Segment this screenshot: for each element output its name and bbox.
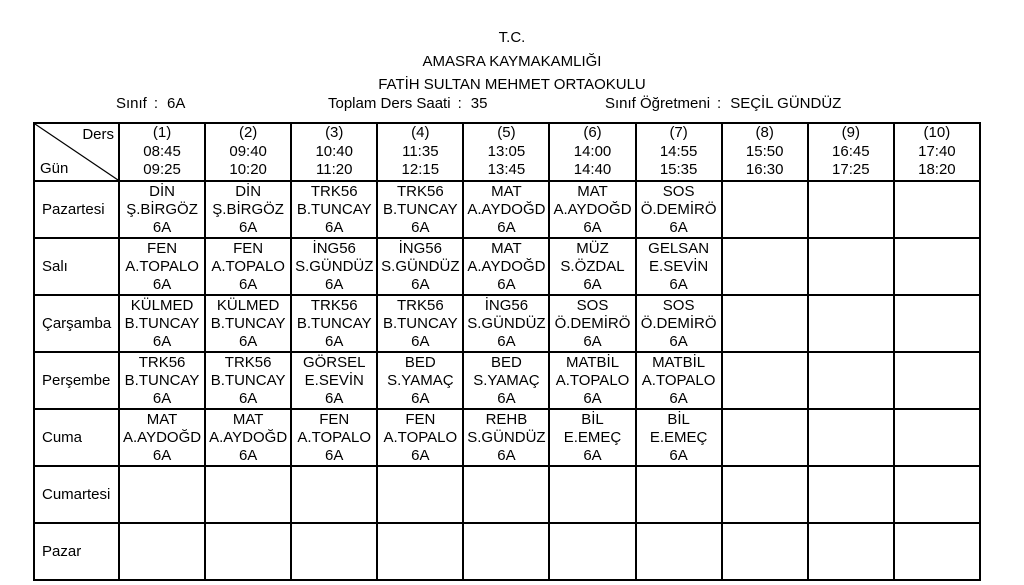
lesson-cell: [291, 238, 377, 295]
period-number: (7): [669, 124, 688, 142]
empty-lesson-cell: [722, 238, 808, 295]
period-header-row: [34, 123, 980, 181]
empty-lesson-cell: [808, 466, 894, 523]
lesson-class: 6A: [497, 389, 516, 407]
empty-lesson-cell: [894, 466, 980, 523]
empty-lesson-cell: [894, 181, 980, 238]
empty-lesson-cell: [549, 523, 635, 580]
period-number: (2): [238, 124, 258, 142]
lesson-subject: DİN: [149, 182, 175, 200]
lesson-teacher: B.TUNCAY: [210, 371, 286, 389]
lesson-teacher: B.TUNCAY: [382, 314, 458, 332]
lesson-cell: [463, 181, 549, 238]
lesson-teacher: B.TUNCAY: [382, 200, 458, 218]
empty-lesson-cell: [463, 466, 549, 523]
lesson-teacher: Ö.DEMİRÖ: [640, 200, 717, 218]
lesson-cell: [119, 181, 205, 238]
class-info: [116, 95, 185, 112]
day-row: [34, 466, 980, 523]
lesson-class: 6A: [238, 218, 258, 236]
lesson-class: 6A: [669, 218, 688, 236]
lesson-cell: [463, 295, 549, 352]
lesson-subject: FEN: [233, 239, 264, 257]
lesson-subject: GÖRSEL: [302, 353, 366, 371]
lesson-class: 6A: [411, 218, 430, 236]
day-label: Cuma: [34, 409, 119, 466]
lesson-subject: MAT: [577, 182, 608, 200]
empty-lesson-cell: [636, 466, 722, 523]
lesson-class: 6A: [497, 275, 516, 293]
lesson-teacher: B.TUNCAY: [124, 314, 200, 332]
corner-gun-label: Gün: [40, 160, 69, 177]
empty-lesson-cell: [463, 523, 549, 580]
lesson-teacher: S.YAMAÇ: [473, 371, 540, 389]
empty-lesson-cell: [377, 523, 463, 580]
lesson-teacher: Ö.DEMİRÖ: [554, 314, 631, 332]
lesson-class: 6A: [325, 446, 344, 464]
day-label: Pazar: [34, 523, 119, 580]
lesson-cell: [377, 238, 463, 295]
lesson-teacher: S.GÜNDÜZ: [381, 257, 460, 275]
lesson-subject: BİL: [581, 410, 604, 428]
lesson-class: 6A: [669, 332, 688, 350]
lesson-cell: [291, 295, 377, 352]
title-school: FATİH SULTAN MEHMET ORTAOKULU: [378, 76, 646, 93]
class-label: Sınıf: [116, 95, 147, 112]
timetable-wrap: [33, 122, 981, 581]
lesson-teacher: S.GÜNDÜZ: [467, 428, 546, 446]
period-end-time: 13:45: [487, 161, 526, 179]
lesson-class: 6A: [325, 275, 344, 293]
empty-lesson-cell: [119, 523, 205, 580]
lesson-class: 6A: [583, 446, 602, 464]
class-teacher-info: [605, 95, 841, 112]
lesson-cell: [291, 409, 377, 466]
info-line: [0, 95, 1024, 115]
empty-lesson-cell: [722, 466, 808, 523]
lesson-cell: [549, 238, 635, 295]
total-hours-label: Toplam Ders Saati: [328, 95, 451, 112]
period-start-time: 14:00: [573, 142, 612, 160]
lesson-subject: REHB: [485, 410, 528, 428]
empty-lesson-cell: [722, 295, 808, 352]
empty-lesson-cell: [722, 181, 808, 238]
lesson-subject: TRK56: [224, 353, 272, 371]
lesson-teacher: B.TUNCAY: [296, 314, 372, 332]
empty-lesson-cell: [808, 238, 894, 295]
period-start-time: 13:05: [487, 142, 526, 160]
day-label: Çarşamba: [34, 295, 119, 352]
lesson-subject: SOS: [662, 296, 695, 314]
lesson-subject: FEN: [147, 239, 178, 257]
lesson-class: 6A: [325, 218, 344, 236]
lesson-class: 6A: [583, 218, 602, 236]
lesson-teacher: S.GÜNDÜZ: [295, 257, 374, 275]
lesson-class: 6A: [152, 218, 172, 236]
lesson-teacher: E.SEVİN: [304, 371, 364, 389]
lesson-teacher: Ş.BİRGÖZ: [212, 200, 284, 218]
total-hours-colon: :: [457, 95, 462, 112]
lesson-class: 6A: [497, 218, 516, 236]
empty-lesson-cell: [636, 523, 722, 580]
lesson-teacher: A.TOPALO: [555, 371, 630, 389]
lesson-teacher: B.TUNCAY: [210, 314, 286, 332]
lesson-teacher: A.AYDOĞD: [209, 428, 288, 446]
lesson-cell: [205, 295, 291, 352]
empty-lesson-cell: [205, 523, 291, 580]
day-label: Cumartesi: [34, 466, 119, 523]
lesson-cell: [205, 238, 291, 295]
day-row: [34, 238, 980, 295]
empty-lesson-cell: [549, 466, 635, 523]
lesson-class: 6A: [583, 389, 602, 407]
lesson-cell: [463, 352, 549, 409]
lesson-teacher: Ö.DEMİRÖ: [640, 314, 717, 332]
lesson-class: 6A: [238, 446, 258, 464]
lesson-cell: [291, 352, 377, 409]
lesson-class: 6A: [152, 446, 172, 464]
lesson-subject: MAT: [146, 410, 178, 428]
timetable: [33, 122, 981, 581]
class-teacher-value: SEÇİL GÜNDÜZ: [730, 95, 842, 112]
period-number: (10): [923, 124, 951, 142]
day-label: Pazartesi: [34, 181, 119, 238]
lesson-class: 6A: [238, 275, 258, 293]
class-teacher-label: Sınıf Öğretmeni: [605, 95, 711, 112]
day-label: Salı: [34, 238, 119, 295]
period-header-cell: [808, 123, 894, 181]
empty-lesson-cell: [291, 523, 377, 580]
class-colon: :: [153, 95, 159, 112]
period-start-time: 10:40: [315, 142, 353, 160]
lesson-class: 6A: [669, 446, 688, 464]
lesson-subject: TRK56: [138, 353, 186, 371]
lesson-cell: [549, 352, 635, 409]
lesson-cell: [636, 352, 722, 409]
lesson-class: 6A: [583, 275, 602, 293]
lesson-subject: İNG56: [398, 239, 442, 257]
empty-lesson-cell: [119, 466, 205, 523]
empty-lesson-cell: [205, 466, 291, 523]
period-number: (1): [152, 124, 172, 142]
lesson-class: 6A: [325, 389, 344, 407]
lesson-teacher: A.AYDOĞD: [467, 200, 546, 218]
lesson-cell: [291, 181, 377, 238]
lesson-subject: KÜLMED: [130, 296, 194, 314]
period-start-time: 08:45: [143, 142, 181, 160]
lesson-cell: [636, 409, 722, 466]
lesson-subject: KÜLMED: [216, 296, 280, 314]
lesson-subject: BED: [404, 353, 436, 371]
period-number: (9): [841, 124, 860, 142]
lesson-subject: MATBİL: [565, 353, 620, 371]
lesson-cell: [119, 352, 205, 409]
day-row: [34, 295, 980, 352]
empty-lesson-cell: [377, 466, 463, 523]
lesson-cell: [636, 181, 722, 238]
lesson-class: 6A: [152, 389, 172, 407]
lesson-cell: [636, 295, 722, 352]
lesson-class: 6A: [669, 275, 688, 293]
lesson-teacher: A.AYDOĞD: [123, 428, 202, 446]
lesson-teacher: A.TOPALO: [297, 428, 372, 446]
day-row: [34, 409, 980, 466]
period-number: (8): [755, 124, 774, 142]
period-header-cell: [549, 123, 635, 181]
empty-lesson-cell: [894, 523, 980, 580]
lesson-class: 6A: [152, 275, 172, 293]
day-row: [34, 181, 980, 238]
empty-lesson-cell: [894, 295, 980, 352]
lesson-subject: BİL: [667, 410, 690, 428]
period-start-time: 16:45: [832, 142, 870, 160]
empty-lesson-cell: [722, 352, 808, 409]
period-end-time: 10:20: [229, 161, 267, 179]
lesson-teacher: S.YAMAÇ: [387, 371, 454, 389]
lesson-subject: FEN: [405, 410, 436, 428]
lesson-cell: [463, 238, 549, 295]
empty-lesson-cell: [722, 409, 808, 466]
lesson-class: 6A: [411, 332, 430, 350]
lesson-teacher: B.TUNCAY: [124, 371, 200, 389]
lesson-class: 6A: [497, 446, 516, 464]
period-end-time: 16:30: [745, 161, 784, 179]
period-start-time: 14:55: [659, 142, 698, 160]
lesson-teacher: A.TOPALO: [125, 257, 199, 275]
period-header-cell: [205, 123, 291, 181]
lesson-cell: [636, 238, 722, 295]
lesson-class: 6A: [325, 332, 344, 350]
period-end-time: 12:15: [401, 161, 440, 179]
total-hours-value: 35: [470, 95, 488, 112]
lesson-teacher: A.TOPALO: [211, 257, 285, 275]
period-header-cell: [636, 123, 722, 181]
class-teacher-colon: :: [717, 95, 722, 112]
lesson-teacher: E.EMEÇ: [563, 428, 622, 446]
empty-lesson-cell: [894, 352, 980, 409]
empty-lesson-cell: [808, 523, 894, 580]
period-end-time: 14:40: [573, 161, 612, 179]
lesson-cell: [377, 181, 463, 238]
period-header-cell: [894, 123, 980, 181]
day-label: Perşembe: [34, 352, 119, 409]
lesson-subject: BED: [491, 353, 522, 371]
period-header-cell: [377, 123, 463, 181]
lesson-cell: [205, 409, 291, 466]
period-end-time: 15:35: [659, 161, 698, 179]
lesson-subject: İNG56: [484, 296, 529, 314]
period-number: (4): [411, 124, 430, 142]
day-row: [34, 352, 980, 409]
period-start-time: 11:35: [402, 142, 439, 160]
empty-lesson-cell: [808, 181, 894, 238]
period-start-time: 15:50: [745, 142, 784, 160]
empty-lesson-cell: [722, 523, 808, 580]
lesson-subject: MAT: [491, 239, 522, 257]
period-number: (5): [497, 124, 516, 142]
empty-lesson-cell: [808, 295, 894, 352]
empty-lesson-cell: [808, 352, 894, 409]
title-tc: T.C.: [498, 29, 526, 46]
corner-ders-label: Ders: [82, 126, 114, 143]
lesson-class: 6A: [238, 332, 258, 350]
lesson-cell: [463, 409, 549, 466]
lesson-class: 6A: [497, 332, 516, 350]
lesson-subject: TRK56: [396, 182, 444, 200]
lesson-subject: TRK56: [310, 296, 358, 314]
lesson-teacher: A.TOPALO: [383, 428, 458, 446]
lesson-subject: TRK56: [396, 296, 444, 314]
period-start-time: 17:40: [918, 142, 956, 160]
lesson-subject: SOS: [576, 296, 609, 314]
lesson-subject: MAT: [232, 410, 264, 428]
lesson-cell: [205, 352, 291, 409]
lesson-cell: [549, 295, 635, 352]
lesson-class: 6A: [411, 389, 430, 407]
lesson-cell: [119, 238, 205, 295]
lesson-teacher: B.TUNCAY: [296, 200, 372, 218]
lesson-cell: [549, 181, 635, 238]
lesson-subject: FEN: [319, 410, 350, 428]
period-header-cell: [119, 123, 205, 181]
lesson-teacher: E.EMEÇ: [649, 428, 708, 446]
lesson-subject: SOS: [662, 182, 695, 200]
corner-cell: [34, 123, 119, 181]
lesson-cell: [205, 181, 291, 238]
period-start-time: 09:40: [229, 142, 267, 160]
lesson-cell: [377, 409, 463, 466]
empty-lesson-cell: [894, 409, 980, 466]
period-number: (6): [583, 124, 602, 142]
day-row: [34, 523, 980, 580]
lesson-cell: [377, 295, 463, 352]
lesson-teacher: S.ÖZDAL: [560, 257, 625, 275]
lesson-class: 6A: [411, 446, 430, 464]
lesson-class: 6A: [238, 389, 258, 407]
lesson-teacher: A.AYDOĞD: [553, 200, 632, 218]
lesson-class: 6A: [669, 389, 688, 407]
lesson-cell: [377, 352, 463, 409]
lesson-cell: [549, 409, 635, 466]
empty-lesson-cell: [291, 466, 377, 523]
lesson-teacher: E.SEVİN: [649, 257, 709, 275]
lesson-teacher: Ş.BİRGÖZ: [126, 200, 198, 218]
lesson-subject: DİN: [235, 182, 262, 200]
period-end-time: 09:25: [143, 161, 181, 179]
lesson-subject: MÜZ: [576, 239, 609, 257]
lesson-subject: MATBİL: [652, 353, 706, 371]
lesson-teacher: A.AYDOĞD: [467, 257, 546, 275]
document-title-block: [0, 26, 1024, 97]
period-end-time: 17:25: [832, 161, 870, 179]
empty-lesson-cell: [894, 238, 980, 295]
empty-lesson-cell: [808, 409, 894, 466]
lesson-subject: MAT: [491, 182, 522, 200]
period-number: (3): [325, 124, 344, 142]
lesson-subject: TRK56: [310, 182, 358, 200]
period-header-cell: [463, 123, 549, 181]
period-end-time: 11:20: [316, 161, 353, 179]
period-header-cell: [722, 123, 808, 181]
lesson-subject: İNG56: [312, 239, 356, 257]
lesson-cell: [119, 295, 205, 352]
lesson-teacher: S.GÜNDÜZ: [467, 314, 546, 332]
period-end-time: 18:20: [918, 161, 956, 179]
lesson-teacher: A.TOPALO: [641, 371, 716, 389]
lesson-class: 6A: [411, 275, 430, 293]
lesson-class: 6A: [583, 332, 602, 350]
title-district: AMASRA KAYMAKAMLIĞI: [422, 52, 602, 70]
lesson-class: 6A: [152, 332, 172, 350]
total-hours-info: [328, 95, 487, 112]
lesson-cell: [119, 409, 205, 466]
lesson-subject: GELSAN: [648, 239, 710, 257]
period-header-cell: [291, 123, 377, 181]
class-value: 6A: [167, 95, 186, 112]
